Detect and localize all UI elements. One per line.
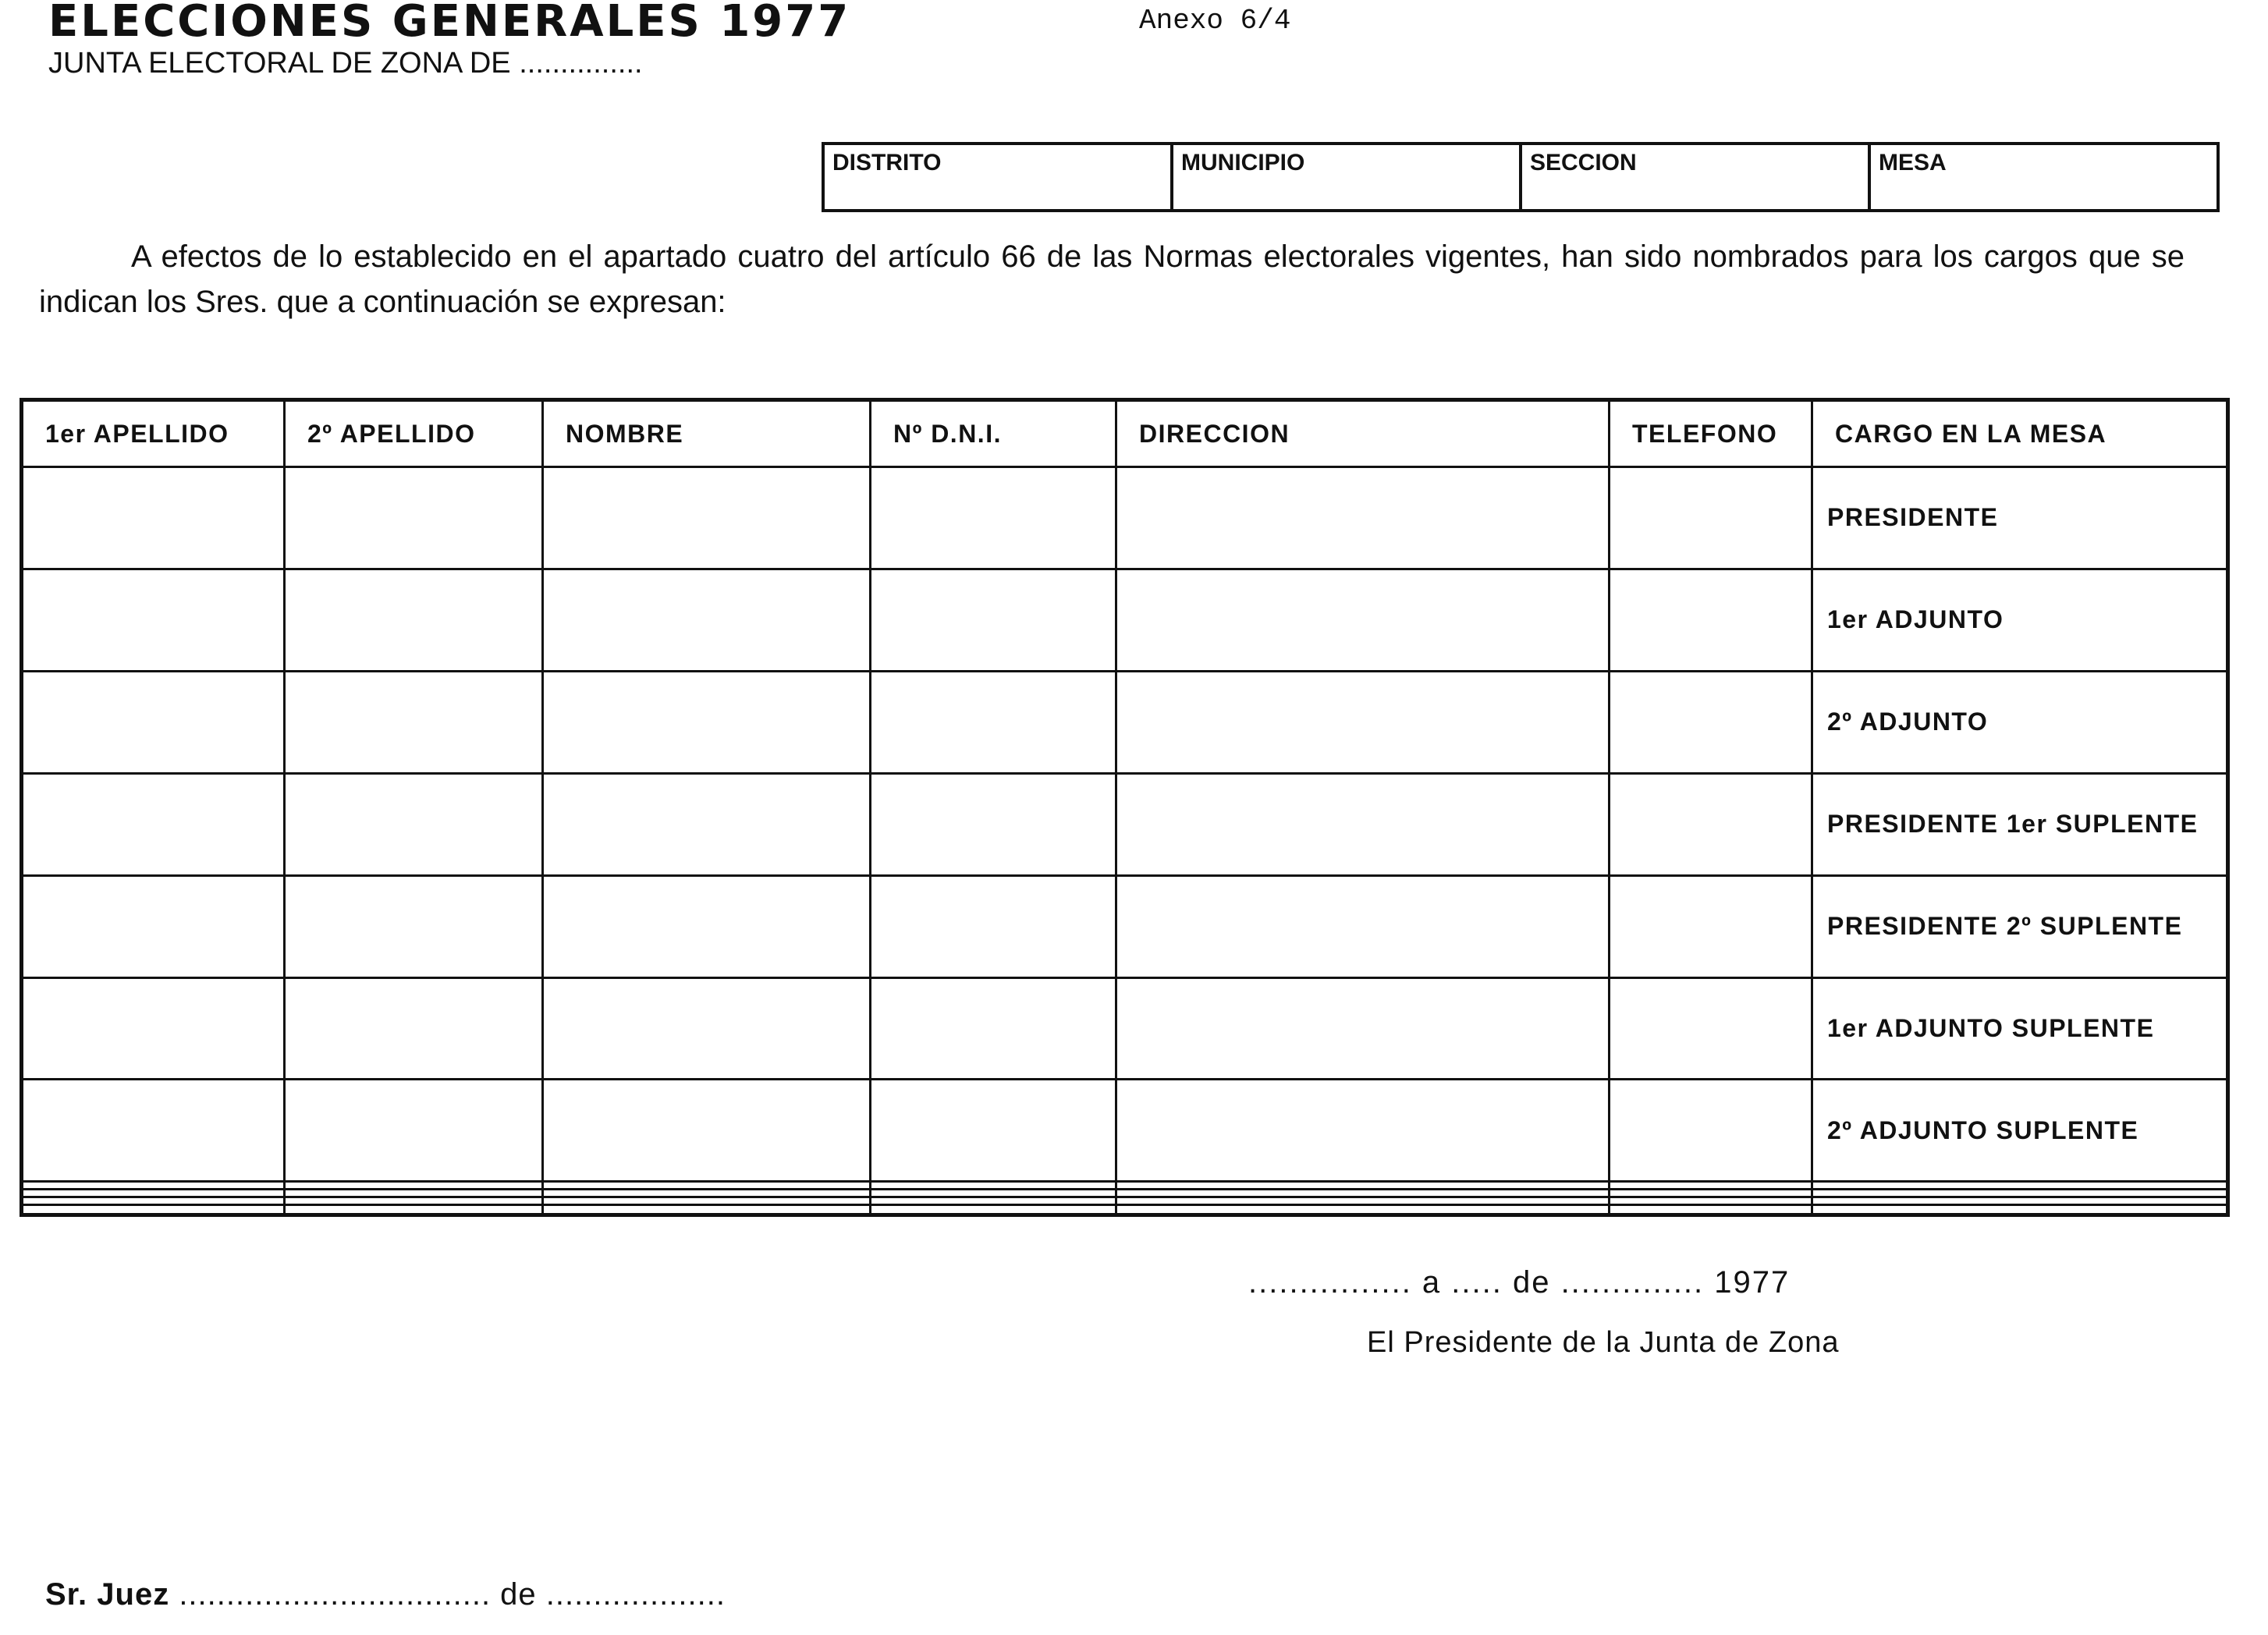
column-header-apellido-2: 2º APELLIDO (285, 400, 543, 467)
column-header-nombre: NOMBRE (543, 400, 871, 467)
annex-number: Anexo 6/4 (1139, 5, 1291, 37)
table-header-row (22, 400, 2228, 467)
entry-cell[interactable] (543, 773, 871, 875)
entry-cell[interactable] (22, 875, 285, 977)
entry-cell[interactable] (1610, 467, 1812, 569)
entry-cell[interactable] (543, 1190, 871, 1197)
cargo-cell: 1er ADJUNTO SUPLENTE (1812, 977, 2228, 1080)
entry-cell[interactable] (285, 1182, 543, 1190)
table-row (22, 1190, 2228, 1197)
junta-zona-line: JUNTA ELECTORAL DE ZONA DE ............... (48, 47, 643, 80)
cargo-cell: PRESIDENTE 2º SUPLENTE (1812, 875, 2228, 977)
entry-cell[interactable] (871, 1204, 1116, 1215)
entry-cell[interactable] (22, 977, 285, 1080)
entry-cell[interactable] (22, 773, 285, 875)
entry-cell[interactable] (285, 977, 543, 1080)
distrito-field[interactable]: DISTRITO (825, 145, 1173, 209)
table-row (22, 569, 2228, 671)
location-id-box (822, 142, 2220, 212)
entry-cell[interactable] (543, 875, 871, 977)
entry-cell[interactable] (285, 1197, 543, 1204)
table-row (22, 875, 2228, 977)
municipio-field[interactable]: MUNICIPIO (1173, 145, 1522, 209)
entry-cell[interactable] (871, 1190, 1116, 1197)
entry-cell[interactable] (1116, 467, 1610, 569)
addressee-label: Sr. Juez (45, 1577, 170, 1612)
entry-cell[interactable] (285, 1204, 543, 1215)
entry-cell[interactable] (543, 1204, 871, 1215)
entry-cell[interactable] (1116, 773, 1610, 875)
table-body (22, 467, 2228, 1215)
entry-cell[interactable] (543, 1197, 871, 1204)
entry-cell[interactable] (1610, 1182, 1812, 1190)
entry-cell[interactable] (285, 1190, 543, 1197)
entry-cell[interactable] (22, 569, 285, 671)
entry-cell[interactable] (285, 1080, 543, 1182)
cargo-cell: PRESIDENTE 1er SUPLENTE (1812, 773, 2228, 875)
entry-cell[interactable] (1610, 569, 1812, 671)
entry-cell[interactable] (1116, 977, 1610, 1080)
entry-cell[interactable] (871, 1080, 1116, 1182)
entry-cell[interactable] (1116, 1190, 1610, 1197)
entry-cell[interactable] (1116, 875, 1610, 977)
entry-cell[interactable] (22, 1197, 285, 1204)
entry-cell[interactable] (1610, 1204, 1812, 1215)
entry-cell[interactable] (1116, 1182, 1610, 1190)
mesa-field[interactable]: MESA (1879, 150, 1947, 176)
addressee-blank: ................................. de ................... (169, 1577, 726, 1612)
table-row (22, 1204, 2228, 1215)
entry-cell[interactable] (871, 1197, 1116, 1204)
table-row (22, 671, 2228, 773)
intro-paragraph: A efectos de lo establecido en el apartado cuatro del artículo 66 de las Normas electorales vigentes, han sido nombrados para los cargos que se indican los Sres. que a continuación se expresan: (39, 239, 2185, 319)
entry-cell[interactable] (22, 1204, 285, 1215)
cargo-cell: 2º ADJUNTO (1812, 671, 2228, 773)
entry-cell[interactable] (871, 671, 1116, 773)
entry-cell[interactable] (871, 773, 1116, 875)
entry-cell[interactable] (1610, 977, 1812, 1080)
entry-cell[interactable] (1116, 671, 1610, 773)
cargo-cell (1812, 1182, 2228, 1190)
column-header-telefono: TELEFONO (1610, 400, 1812, 467)
cargo-cell: 2º ADJUNTO SUPLENTE (1812, 1080, 2228, 1182)
signer-title: El Presidente de la Junta de Zona (1367, 1326, 1840, 1359)
cargo-cell: PRESIDENTE (1812, 467, 2228, 569)
column-header-dni: Nº D.N.I. (871, 400, 1116, 467)
entry-cell[interactable] (285, 569, 543, 671)
column-header-apellido-1: 1er APELLIDO (22, 400, 285, 467)
column-header-cargo: CARGO EN LA MESA (1812, 400, 2228, 467)
entry-cell[interactable] (543, 977, 871, 1080)
cargo-cell: 1er ADJUNTO (1812, 569, 2228, 671)
entry-cell[interactable] (285, 671, 543, 773)
entry-cell[interactable] (543, 569, 871, 671)
table-row (22, 1197, 2228, 1204)
seccion-field[interactable]: SECCION (1522, 145, 1871, 209)
entry-cell[interactable] (1610, 1197, 1812, 1204)
entry-cell[interactable] (285, 875, 543, 977)
entry-cell[interactable] (22, 1182, 285, 1190)
entry-cell[interactable] (543, 1080, 871, 1182)
addressee-line (45, 1577, 726, 1612)
entry-cell[interactable] (1610, 671, 1812, 773)
cargo-cell (1812, 1190, 2228, 1197)
entry-cell[interactable] (871, 569, 1116, 671)
date-place-line: ................ a ..... de .............. 1977 (1248, 1265, 1791, 1300)
entry-cell[interactable] (1116, 1204, 1610, 1215)
entry-cell[interactable] (1610, 1080, 1812, 1182)
table-row (22, 1080, 2228, 1182)
table-row (22, 773, 2228, 875)
entry-cell[interactable] (285, 467, 543, 569)
entry-cell[interactable] (22, 467, 285, 569)
document-title: ELECCIONES GENERALES 1977 (48, 0, 851, 47)
entry-cell[interactable] (871, 1182, 1116, 1190)
entry-cell[interactable] (543, 671, 871, 773)
entry-cell[interactable] (871, 467, 1116, 569)
entry-cell[interactable] (1116, 1197, 1610, 1204)
entry-cell[interactable] (22, 1190, 285, 1197)
appointments-table (20, 398, 2230, 1217)
cargo-cell (1812, 1204, 2228, 1215)
entry-cell[interactable] (543, 1182, 871, 1190)
entry-cell[interactable] (1610, 875, 1812, 977)
entry-cell[interactable] (871, 875, 1116, 977)
entry-cell[interactable] (1116, 1080, 1610, 1182)
entry-cell[interactable] (543, 467, 871, 569)
table-row (22, 467, 2228, 569)
entry-cell[interactable] (22, 1080, 285, 1182)
table-row (22, 1182, 2228, 1190)
table-row (22, 977, 2228, 1080)
entry-cell[interactable] (1610, 773, 1812, 875)
column-header-direccion: DIRECCION (1116, 400, 1610, 467)
entry-cell[interactable] (1610, 1190, 1812, 1197)
entry-cell[interactable] (285, 773, 543, 875)
entry-cell[interactable] (22, 671, 285, 773)
entry-cell[interactable] (1116, 569, 1610, 671)
entry-cell[interactable] (871, 977, 1116, 1080)
cargo-cell (1812, 1197, 2228, 1204)
